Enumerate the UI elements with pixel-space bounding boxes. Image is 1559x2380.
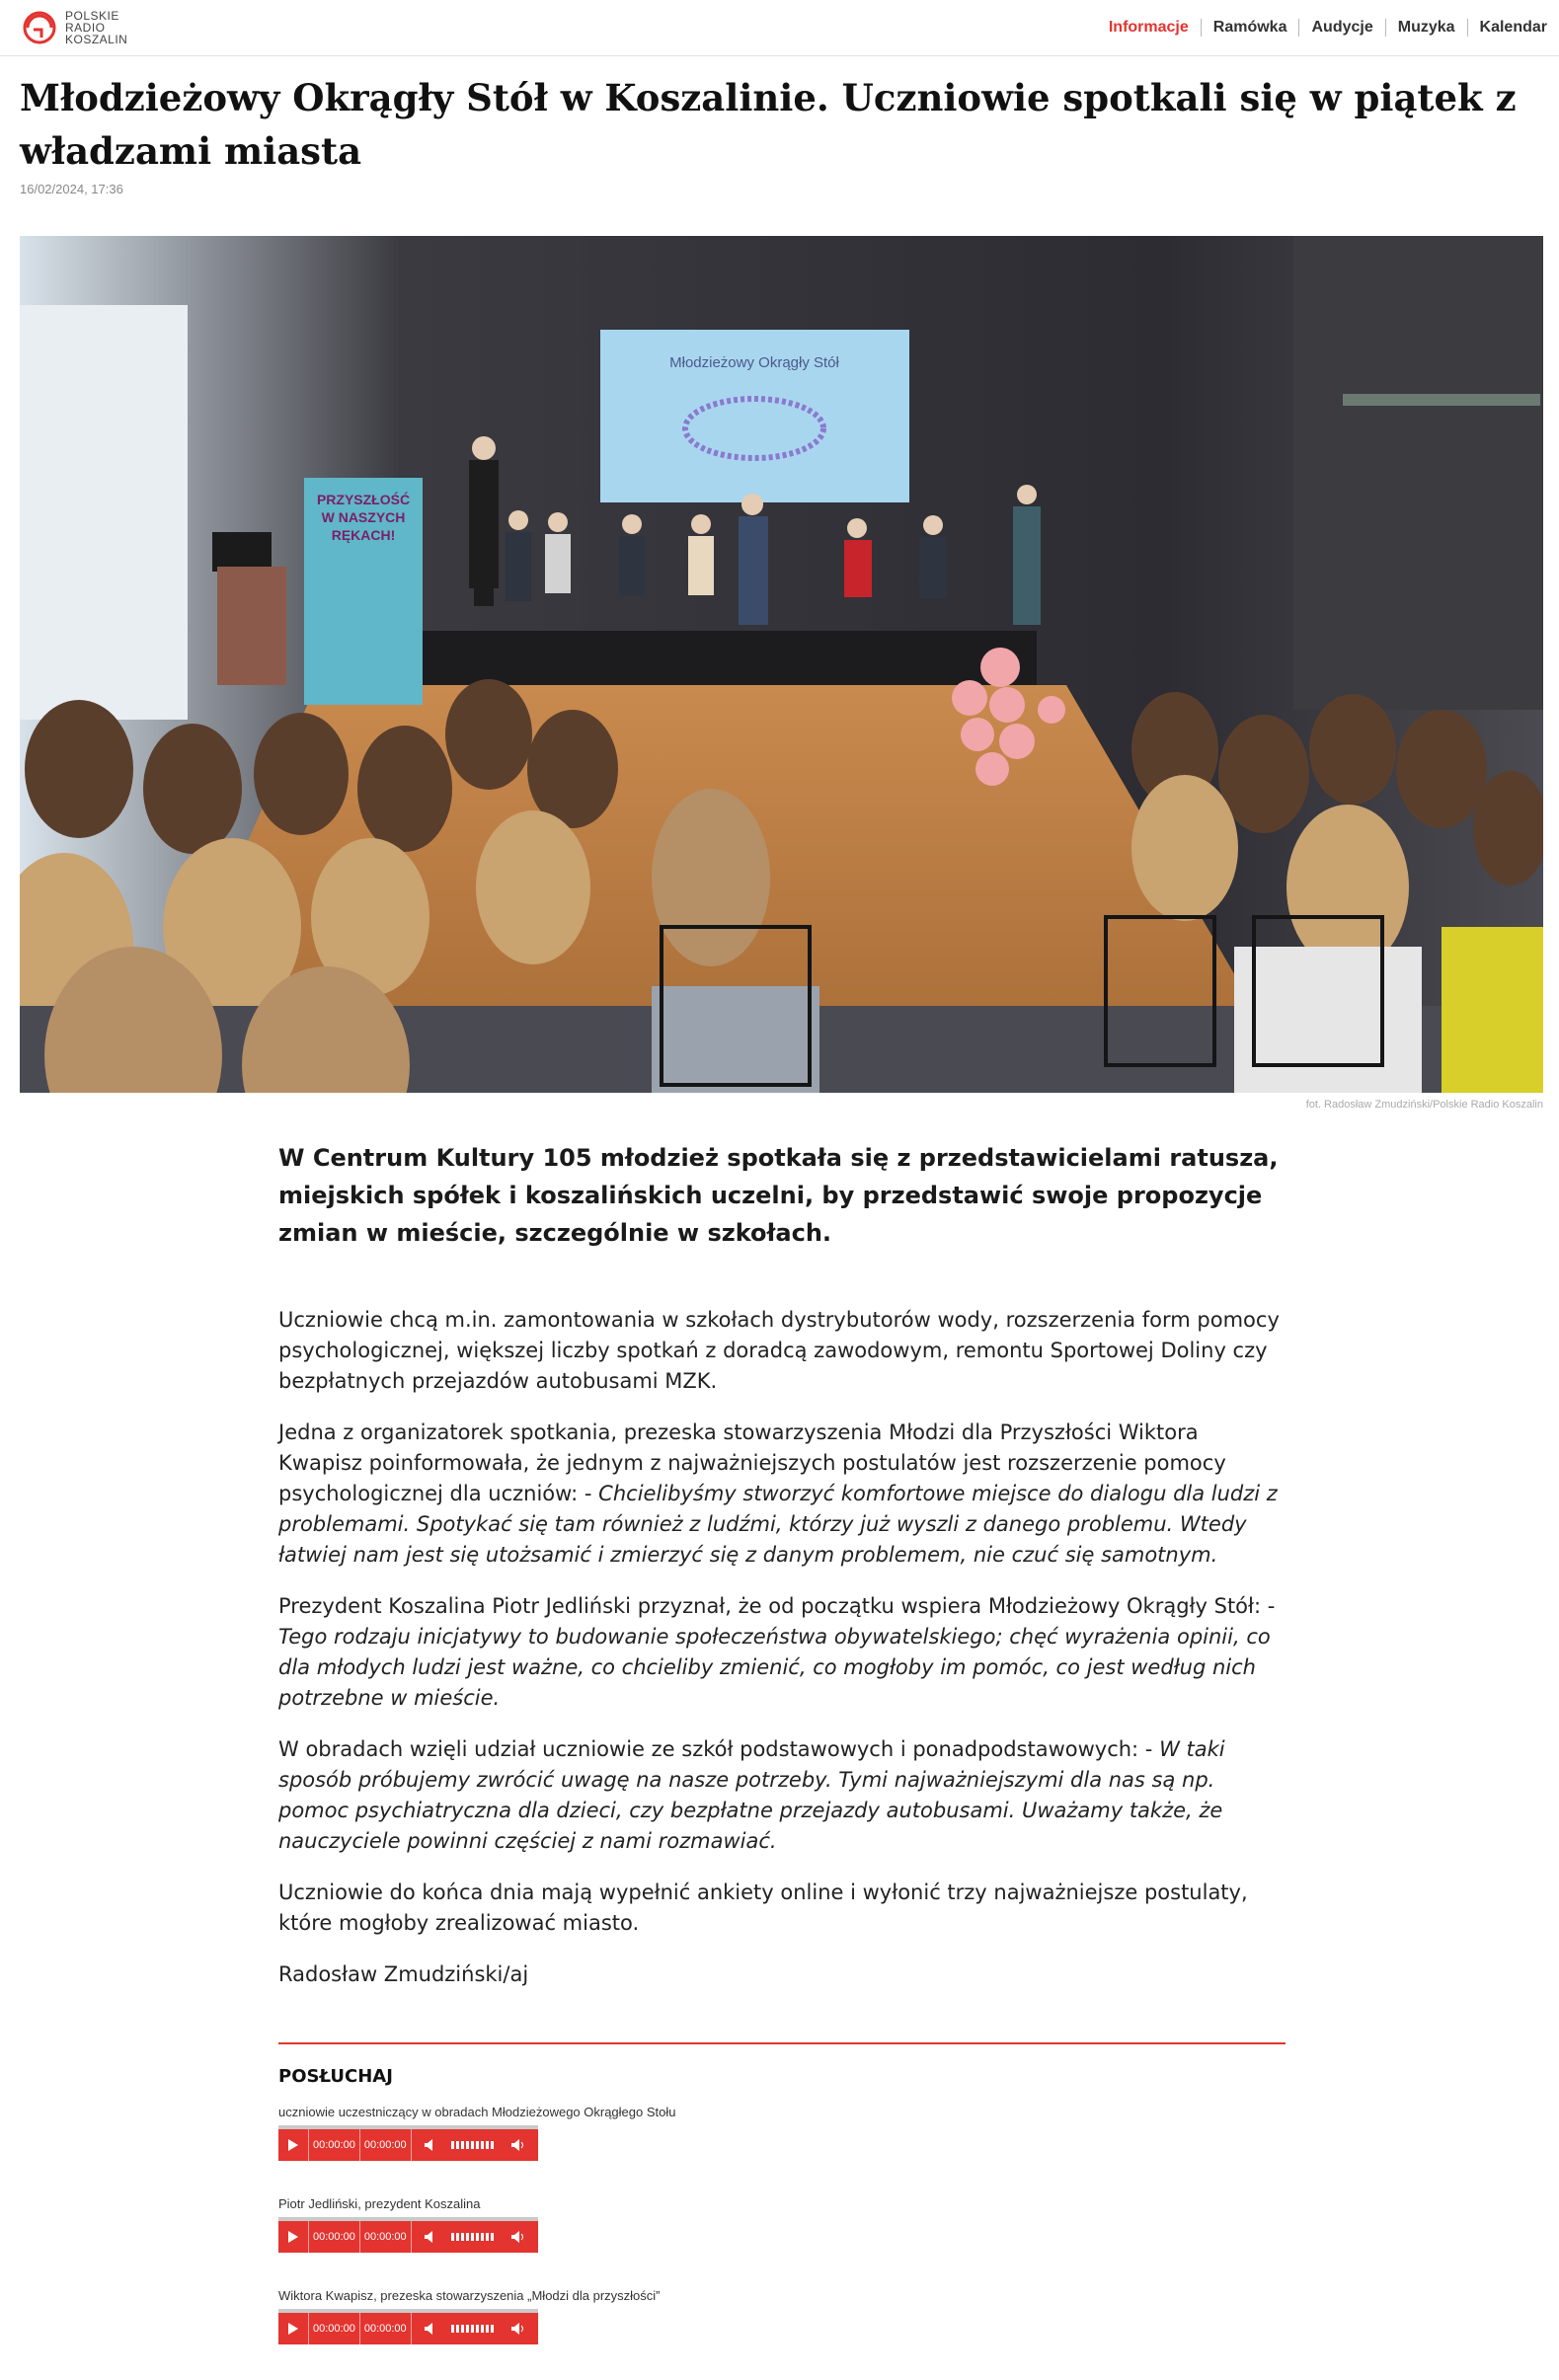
audio-track xyxy=(278,2105,1286,2161)
nav-item-muzyka[interactable]: Muzyka xyxy=(1385,19,1467,37)
radio-wave-logo-icon xyxy=(20,8,61,47)
audio-track-label: Wiktora Kwapisz, prezeska stowarzyszenia „Młodzi dla przyszłości” xyxy=(278,2288,661,2303)
play-icon xyxy=(288,2231,298,2243)
logo-wordmark xyxy=(65,10,127,45)
article-photo xyxy=(20,236,1543,1093)
banner-line: PRZYSZŁOŚĆ xyxy=(316,492,411,507)
volume-control xyxy=(412,2129,538,2161)
speaker-mute-icon[interactable] xyxy=(425,2139,434,2151)
speaker-volume-icon[interactable] xyxy=(511,2139,525,2151)
nav-item-ramowka[interactable]: Ramówka xyxy=(1201,19,1299,37)
banner-line: RĘKACH! xyxy=(331,527,396,543)
nav-item-kalendarz[interactable]: Kalendar xyxy=(1467,19,1559,37)
listen-heading: POSŁUCHAJ xyxy=(278,2066,393,2087)
site-logo[interactable] xyxy=(20,8,168,47)
speaker-volume-icon[interactable] xyxy=(511,2231,525,2243)
audio-player xyxy=(278,2125,538,2161)
volume-control xyxy=(412,2313,538,2344)
event-photo-illustration xyxy=(20,236,1543,1093)
paragraph-text: Uczniowie chcą m.in. zamontowania w szkołach dystrybutorów wody, rozszerzenia form pomocy psychologicznej, większej liczby spotkań z doradcą zawodowym, remontu Sportowej Doliny czy bezpłatnych przejazdów autobusami MZK. xyxy=(278,1308,1280,1393)
paragraph-quote: Tego rodzaju inicjatywy to budowanie społeczeństwa obywatelskiego; chęć wyrażenia opinii, co dla młodych ludzi jest ważne, co chcieliby zmienić, co mogłoby im pomóc, co jest według nich potrzebne w mieście. xyxy=(278,1625,1271,1710)
article-paragraph xyxy=(278,1305,1286,1397)
article-paragraph xyxy=(278,1878,1286,1939)
logo-line: KOSZALIN xyxy=(65,33,128,46)
paragraph-text: W obradach wzięli udział uczniowie ze szkół podstawowych i ponadpodstawowych: - xyxy=(278,1737,1160,1761)
audio-track xyxy=(278,2288,1286,2344)
audio-player xyxy=(278,2309,538,2344)
photo-caption: fot. Radosław Zmudziński/Polskie Radio Koszalin xyxy=(1305,1099,1543,1111)
logo-line: POLSKIE xyxy=(65,9,119,23)
current-time: 00:00:00 xyxy=(309,2313,360,2344)
paragraph-text: Prezydent Koszalina Piotr Jedliński przyznał, że od początku wspiera Młodzieżowy Okrągły Stół: - xyxy=(278,1594,1276,1618)
play-button[interactable] xyxy=(278,2221,309,2253)
paragraph-quote: W taki sposób próbujemy zwrócić uwagę na nasze potrzeby. Tymi najważniejszymi dla nas są np. pomoc psychiatryczna dla dzieci, czy bezpłatne przejazdy autobusami. Uważamy także, że nauczyciele powinni częściej z nami rozmawiać. xyxy=(278,1737,1225,1853)
play-icon xyxy=(288,2139,298,2151)
nav-item-informacje[interactable]: Informacje xyxy=(1108,19,1189,36)
nav-item-audycje[interactable]: Audycje xyxy=(1298,19,1384,37)
volume-slider[interactable] xyxy=(451,2325,494,2333)
current-time: 00:00:00 xyxy=(309,2129,360,2161)
top-navigation-bar xyxy=(0,0,1559,56)
paragraph-text: Uczniowie do końca dnia mają wypełnić ankiety online i wyłonić trzy najważniejsze postulaty, które mogłoby zrealizować miasto. xyxy=(278,1881,1248,1935)
article-lead: W Centrum Kultury 105 młodzież spotkała się z przedstawicielami ratusza, miejskich spółek i koszalińskich uczelni, by przedstawić swoje propozycje zmian w mieście, szczególnie w szkołach. xyxy=(278,1144,1279,1247)
logo-line: RADIO xyxy=(65,21,106,35)
audio-track-label: Piotr Jedliński, prezydent Koszalina xyxy=(278,2196,481,2211)
speaker-volume-icon[interactable] xyxy=(511,2323,525,2335)
article-paragraph xyxy=(278,1734,1286,1857)
main-nav xyxy=(1097,0,1559,55)
screen-caption: Młodzieżowy Okrągły Stół xyxy=(669,354,839,371)
volume-control xyxy=(412,2221,538,2253)
article-date: 16/02/2024, 17:36 xyxy=(20,182,123,196)
play-icon xyxy=(288,2323,298,2335)
duration-time: 00:00:00 xyxy=(360,2313,412,2344)
volume-slider[interactable] xyxy=(451,2141,494,2149)
article-paragraph xyxy=(278,1591,1286,1714)
speaker-mute-icon[interactable] xyxy=(425,2231,434,2243)
paragraph-quote: Chcielibyśmy stworzyć komfortowe miejsce do dialogu dla ludzi z problemami. Spotykać się tam również z ludźmi, którzy już wyszli z danego problemu. Wtedy łatwiej nam jest się utożsamić i zmierzyć się z danym problemem, nie czuć się samotnym. xyxy=(278,1482,1278,1567)
article-body xyxy=(278,1139,1286,1990)
article-title: Młodzieżowy Okrągły Stół w Koszalinie. Uczniowie spotkali się w piątek z władzami miasta xyxy=(20,76,1517,173)
article-author: Radosław Zmudziński/aj xyxy=(278,1962,529,1986)
listen-section xyxy=(278,2042,1286,2380)
play-button[interactable] xyxy=(278,2313,309,2344)
article-paragraph xyxy=(278,1418,1286,1571)
speaker-mute-icon[interactable] xyxy=(425,2323,434,2335)
duration-time: 00:00:00 xyxy=(360,2221,412,2253)
volume-slider[interactable] xyxy=(451,2233,494,2241)
audio-player xyxy=(278,2217,538,2253)
banner-line: W NASZYCH xyxy=(321,509,406,525)
current-time: 00:00:00 xyxy=(309,2221,360,2253)
audio-track xyxy=(278,2196,1286,2253)
duration-time: 00:00:00 xyxy=(360,2129,412,2161)
play-button[interactable] xyxy=(278,2129,309,2161)
audio-track-label: uczniowie uczestniczący w obradach Młodzieżowego Okrągłego Stołu xyxy=(278,2105,676,2119)
paragraph-text: Jedna z organizatorek spotkania, prezeska stowarzyszenia Młodzi dla Przyszłości Wiktora Kwapisz poinformowała, że jednym z najważniejszych postulatów jest rozszerzenie pomocy psychologicznej dla uczniów: - xyxy=(278,1420,1226,1505)
